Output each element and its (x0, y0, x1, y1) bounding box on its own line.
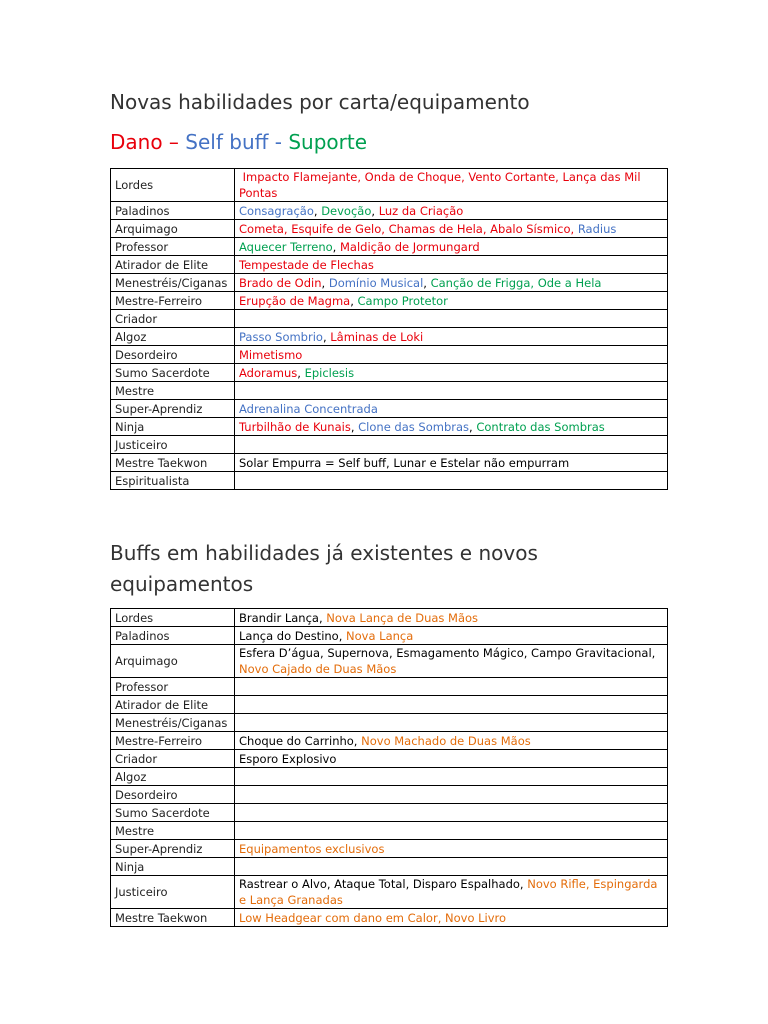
table-row (111, 840, 668, 858)
skills-cell (235, 400, 668, 418)
skill-text: , (350, 293, 358, 308)
buffs-table (110, 608, 668, 927)
skills-cell (235, 714, 668, 732)
skill-text: Adrenalina Concentrada (239, 401, 378, 416)
section2-title (110, 538, 538, 600)
skill-text: Choque do Carrinho, (239, 733, 362, 748)
table-row (111, 436, 668, 454)
skills-cell (235, 454, 668, 472)
table-row (111, 256, 668, 274)
skills-cell (235, 786, 668, 804)
table-row (111, 822, 668, 840)
class-name-cell: Atirador de Elite (111, 696, 235, 714)
table-row (111, 768, 668, 786)
table-row (111, 418, 668, 436)
skills-cell (235, 750, 668, 768)
skills-cell (235, 346, 668, 364)
skill-text: Campo Protetor (357, 293, 448, 308)
skill-text: , (313, 203, 322, 218)
class-name-cell: Mestre-Ferreiro (111, 732, 235, 750)
table-row (111, 786, 668, 804)
skill-text: Tempestade de Flechas (239, 257, 374, 272)
skill-text: Contrato das Sombras (476, 419, 605, 434)
skills-cell (235, 822, 668, 840)
skills-cell (235, 804, 668, 822)
skill-text: , (423, 275, 431, 290)
table-row (111, 909, 668, 927)
legend-dano: Dano (110, 130, 163, 154)
table-row (111, 750, 668, 768)
section2-title-line1: Buffs em habilidades já existentes e novos (110, 541, 538, 565)
skills-cell (235, 609, 668, 627)
skills-cell (235, 768, 668, 786)
skill-text: Novo Machado de Duas Mãos (361, 733, 531, 748)
table-row (111, 627, 668, 645)
skill-text: Luz da Criação (378, 203, 464, 218)
class-name-cell: Menestréis/Ciganas (111, 714, 235, 732)
skill-text: Rastrear o Alvo, Ataque Total, Disparo Espalhado, (239, 877, 528, 891)
skill-text: Turbilhão de Kunais (239, 419, 351, 434)
class-name-cell: Super-Aprendiz (111, 840, 235, 858)
class-name-cell: Desordeiro (111, 346, 235, 364)
section1-title: Novas habilidades por carta/equipamento (110, 90, 530, 114)
skill-text: , (322, 329, 331, 344)
skills-cell (235, 436, 668, 454)
skills-cell (235, 678, 668, 696)
class-name-cell: Algoz (111, 328, 235, 346)
table-row (111, 678, 668, 696)
skills-cell (235, 858, 668, 876)
table-row (111, 202, 668, 220)
legend-dash: – (162, 130, 186, 154)
skills-cell (235, 645, 668, 678)
class-name-cell: Criador (111, 750, 235, 768)
table-row (111, 609, 668, 627)
class-name-cell: Professor (111, 678, 235, 696)
table-row (111, 169, 668, 202)
skills-cell (235, 418, 668, 436)
skill-text: Devoção (321, 203, 372, 218)
skill-text: Canção de Frigga, Ode a Hela (430, 275, 602, 290)
skill-text: Epiclesis (304, 365, 355, 380)
class-name-cell: Ninja (111, 858, 235, 876)
skill-text: Lâminas de Loki (330, 329, 424, 344)
table-row (111, 238, 668, 256)
legend-dash2: - (268, 130, 289, 154)
skill-text: Equipamentos exclusivos (239, 841, 385, 856)
skills-cell (235, 909, 668, 927)
class-name-cell: Super-Aprendiz (111, 400, 235, 418)
legend-suporte: Suporte (288, 130, 368, 154)
skill-text: Erupção de Magma (239, 293, 351, 308)
skill-text: Lança do Destino, (239, 628, 347, 643)
class-name-cell: Lordes (111, 609, 235, 627)
table-row (111, 645, 668, 678)
table-row (111, 714, 668, 732)
skills-cell (235, 627, 668, 645)
skill-text: Novo Rifle, Espingarda e Lança Granadas (239, 877, 662, 907)
section2-title-line2: equipamentos (110, 572, 254, 596)
skills-cell (235, 169, 668, 202)
skills-cell (235, 472, 668, 490)
skill-text: Adoramus (239, 365, 298, 380)
class-name-cell: Lordes (111, 169, 235, 202)
skill-text: , (297, 365, 305, 380)
table-row (111, 220, 668, 238)
table-row (111, 346, 668, 364)
table-row (111, 696, 668, 714)
skills-cell (235, 238, 668, 256)
class-name-cell: Mestre Taekwon (111, 454, 235, 472)
skill-text: Esporo Explosivo (239, 751, 337, 766)
skill-text: , (321, 275, 329, 290)
table-row (111, 400, 668, 418)
skill-text: , (332, 239, 340, 254)
class-name-cell: Paladinos (111, 202, 235, 220)
skill-text: Consagração (239, 203, 314, 218)
skill-text: Nova Lança (346, 628, 414, 643)
table-row (111, 472, 668, 490)
class-name-cell: Ninja (111, 418, 235, 436)
table-row (111, 454, 668, 472)
skill-text: Low Headgear com dano em Calor, Novo Livro (239, 910, 507, 925)
skill-text: Passo Sombrio (239, 329, 323, 344)
table-row (111, 310, 668, 328)
class-name-cell: Atirador de Elite (111, 256, 235, 274)
skills-cell (235, 840, 668, 858)
skill-text: Aquecer Terreno (239, 239, 333, 254)
skills-cell (235, 220, 668, 238)
skill-text: Brado de Odin (239, 275, 322, 290)
class-name-cell: Algoz (111, 768, 235, 786)
skill-text: Mimetismo (239, 347, 303, 362)
skills-cell (235, 292, 668, 310)
table-row (111, 876, 668, 909)
class-name-cell: Menestréis/Ciganas (111, 274, 235, 292)
table-row (111, 732, 668, 750)
skill-text: , (469, 419, 477, 434)
legend-selfbuff: Self buff (185, 130, 269, 154)
table-row (111, 292, 668, 310)
class-name-cell: Justiceiro (111, 436, 235, 454)
skills-cell (235, 202, 668, 220)
table-row (111, 804, 668, 822)
skill-text: Impacto Flamejante, Onda de Choque, Vento Cortante, Lança das Mil Pontas (239, 170, 645, 200)
skills-cell (235, 274, 668, 292)
skills-cell (235, 876, 668, 909)
skill-text: Brandir Lança, (239, 610, 327, 625)
skill-text: Domínio Musical (328, 275, 424, 290)
table-row (111, 274, 668, 292)
skill-text: Solar Empurra = Self buff, Lunar e Estelar não empurram (239, 455, 570, 470)
table-row (111, 858, 668, 876)
class-name-cell: Sumo Sacerdote (111, 364, 235, 382)
class-name-cell: Sumo Sacerdote (111, 804, 235, 822)
skill-text: , (371, 203, 379, 218)
class-name-cell: Mestre (111, 382, 235, 400)
class-name-cell: Paladinos (111, 627, 235, 645)
class-name-cell: Criador (111, 310, 235, 328)
skills-cell (235, 382, 668, 400)
class-name-cell: Desordeiro (111, 786, 235, 804)
skills-table (110, 168, 668, 490)
skills-cell (235, 310, 668, 328)
table-row (111, 382, 668, 400)
skill-text: Nova Lança de Duas Mãos (326, 610, 479, 625)
class-name-cell: Mestre-Ferreiro (111, 292, 235, 310)
skills-cell (235, 696, 668, 714)
skills-cell (235, 328, 668, 346)
skills-cell (235, 732, 668, 750)
skill-text: Radius (577, 221, 617, 236)
table-row (111, 364, 668, 382)
skills-cell (235, 364, 668, 382)
class-name-cell: Mestre Taekwon (111, 909, 235, 927)
table-row (111, 328, 668, 346)
class-name-cell: Professor (111, 238, 235, 256)
class-name-cell: Justiceiro (111, 876, 235, 909)
skill-text: Cometa, Esquife de Gelo, Chamas de Hela, Abalo Sísmico, (239, 221, 578, 236)
class-name-cell: Espiritualista (111, 472, 235, 490)
class-name-cell: Arquimago (111, 645, 235, 678)
skills-cell (235, 256, 668, 274)
class-name-cell: Mestre (111, 822, 235, 840)
skill-text: Novo Cajado de Duas Mãos (239, 662, 397, 676)
skill-text: , (350, 419, 359, 434)
skill-text: Maldição de Jormungard (339, 239, 480, 254)
skill-text: Esfera D’água, Supernova, Esmagamento Mágico, Campo Gravitacional, (239, 646, 659, 660)
color-legend (110, 130, 367, 154)
skill-text: Clone das Sombras (358, 419, 470, 434)
class-name-cell: Arquimago (111, 220, 235, 238)
